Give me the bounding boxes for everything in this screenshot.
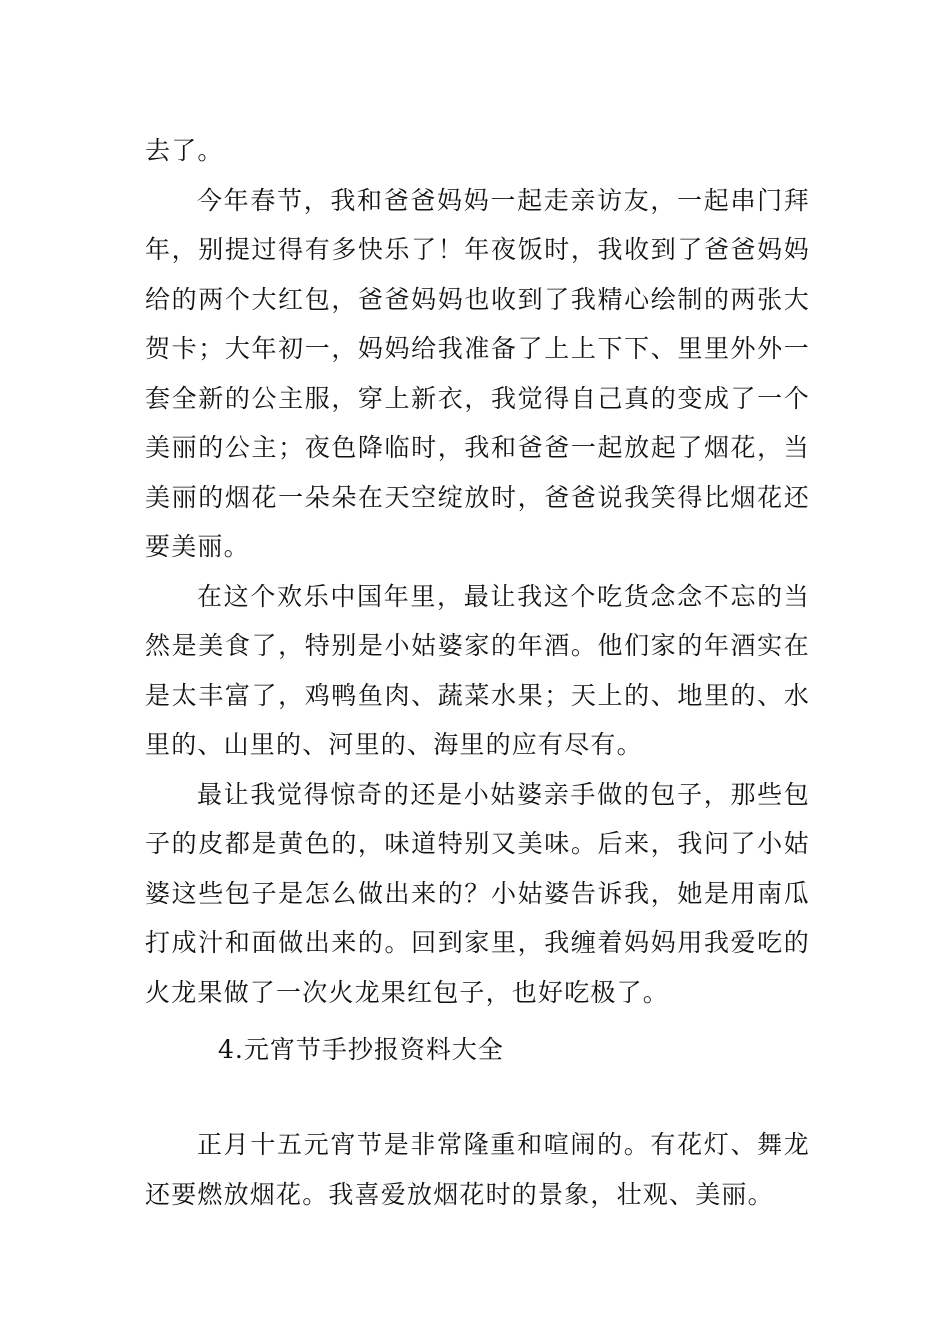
body-text-bottom — [145, 1120, 810, 1219]
section-heading: 4.元宵节手抄报资料大全 — [218, 1035, 504, 1064]
paragraph-continuation: 去了。 — [145, 136, 224, 165]
paragraph-new-year-feast: 在这个欢乐中国年里，最让我这个吃货念念不忘的当然是美食了，特别是小姑婆家的年酒。他们家的年酒实在是太丰富了，鸡鸭鱼肉、蔬菜水果；天上的、地里的、水里的、山里的、河里的、海里的应有尽有。 — [145, 581, 810, 759]
body-text-top — [145, 126, 810, 1017]
paragraph-steamed-buns: 最让我觉得惊奇的还是小姑婆亲手做的包子，那些包子的皮都是黄色的，味道特别又美味。后来，我问了小姑婆这些包子是怎么做出来的？小姑婆告诉我，她是用南瓜打成汁和面做出来的。回到家里，我缠着妈妈用我爱吃的火龙果做了一次火龙果红包子，也好吃极了。 — [145, 779, 810, 1007]
paragraph-spring-festival: 今年春节，我和爸爸妈妈一起走亲访友，一起串门拜年，别提过得有多快乐了！年夜饭时，我收到了爸爸妈妈给的两个大红包，爸爸妈妈也收到了我精心绘制的两张大贺卡；大年初一，妈妈给我准备了上上下下、里里外外一套全新的公主服，穿上新衣，我觉得自己真的变成了一个美丽的公主；夜色降临时，我和爸爸一起放起了烟花，当美丽的烟花一朵朵在天空绽放时，爸爸说我笑得比烟花还要美丽。 — [145, 185, 810, 561]
paragraph-lantern-festival: 正月十五元宵节是非常隆重和喧闹的。有花灯、舞龙还要燃放烟花。我喜爱放烟花时的景象，壮观、美丽。 — [145, 1130, 810, 1209]
